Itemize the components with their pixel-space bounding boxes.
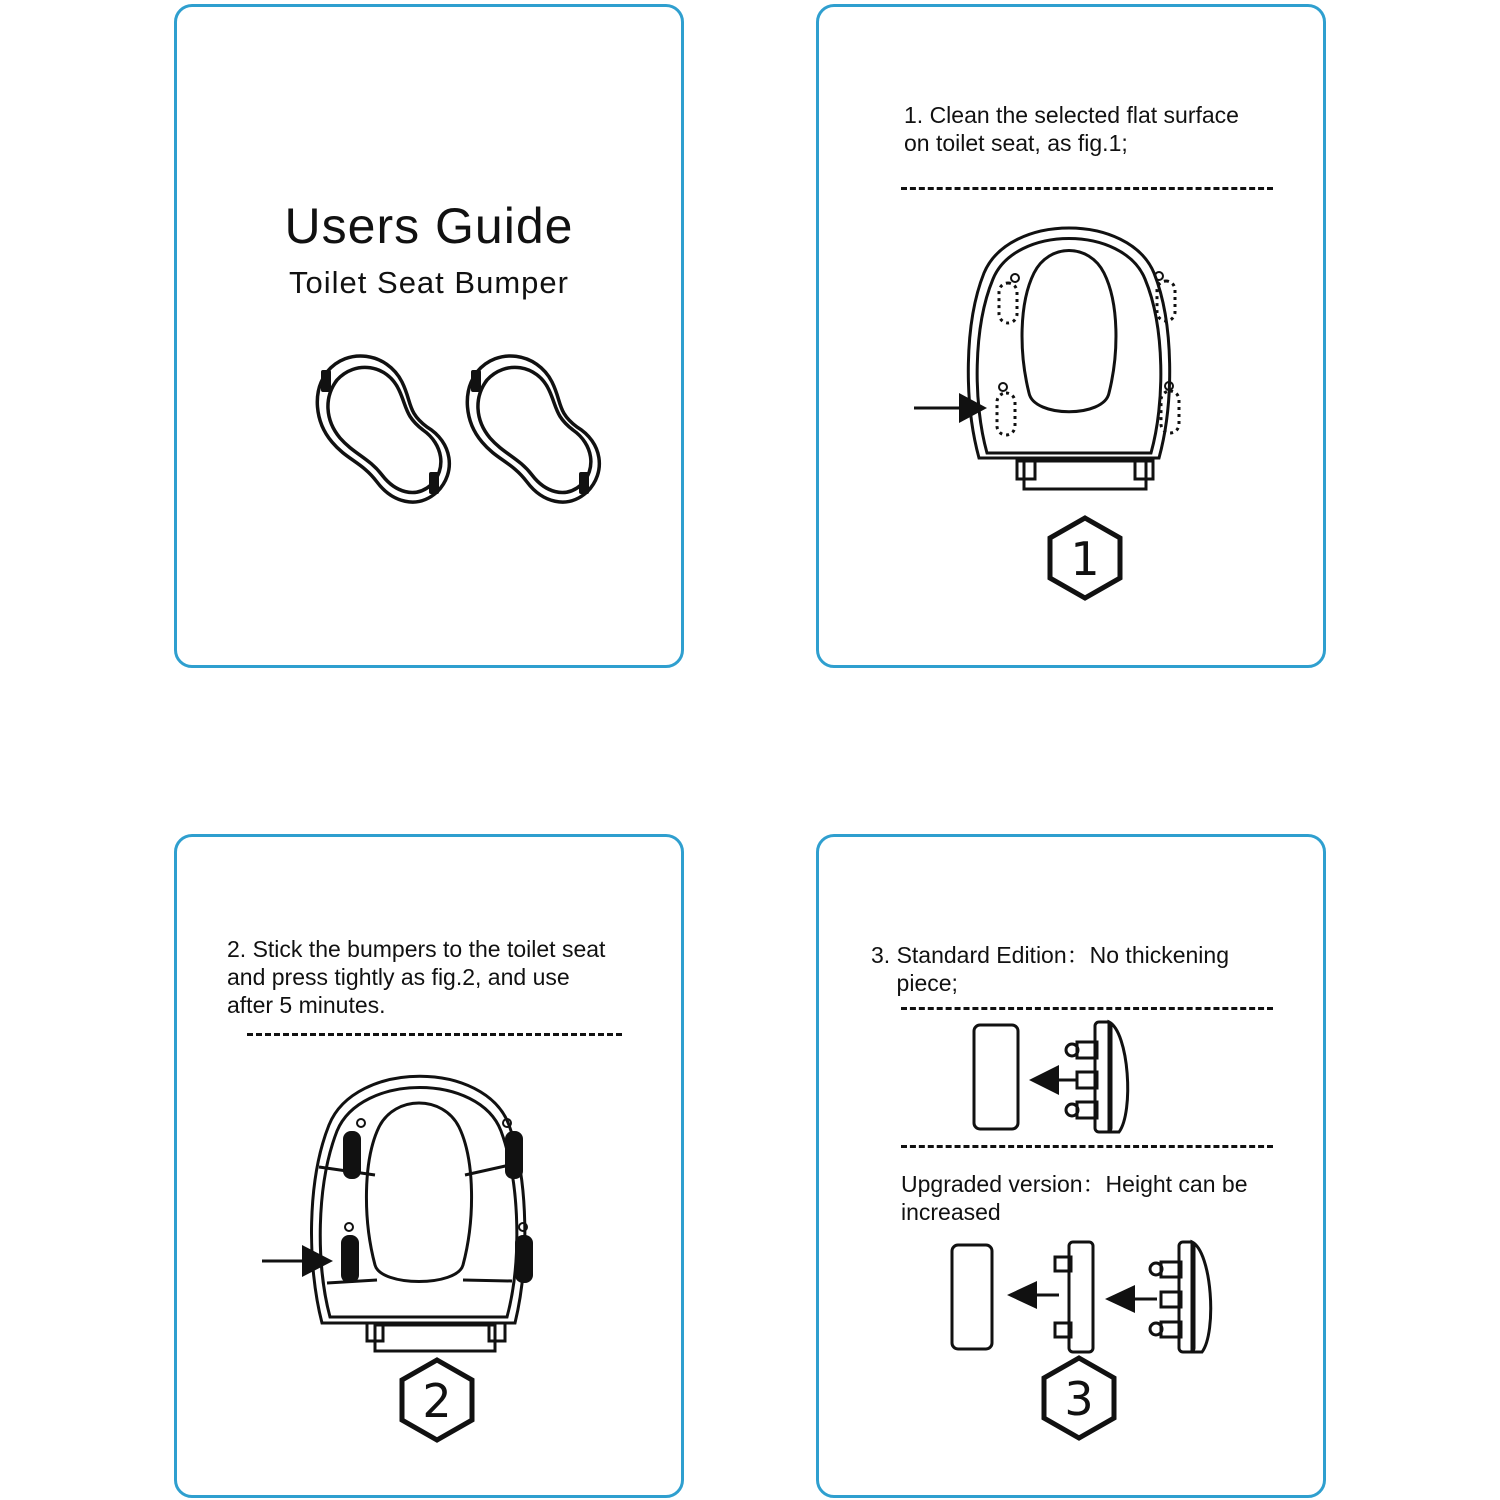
step3-card <box>816 834 1326 1498</box>
step2-divider <box>247 1033 622 1036</box>
step3-divider-top <box>901 1007 1273 1010</box>
cover-card <box>174 4 684 668</box>
step1-divider <box>901 187 1273 190</box>
bumper-assembly-standard-icon <box>969 1017 1149 1137</box>
step3-badge-number: 3 <box>1064 1372 1094 1426</box>
step1-badge <box>1047 515 1123 601</box>
step2-card <box>174 834 684 1498</box>
guide-title: Users Guide <box>284 198 574 254</box>
guide-subtitle: Toilet Seat Bumper <box>289 265 569 300</box>
step3-upgraded-instruction: Upgraded version：Height can be increased <box>901 1171 1248 1225</box>
toilet-seat-icon <box>909 203 1229 503</box>
step1-instruction: 1. Clean the selected flat surface on toilet seat, as fig.1; <box>904 102 1239 156</box>
step2-instruction: 2. Stick the bumpers to the toilet seat and press tightly as fig.2, and use after 5 minutes. <box>227 936 606 1018</box>
step3-standard-instruction: 3. Standard Edition：No thickening piece; <box>871 942 1229 996</box>
step1-badge-number: 1 <box>1070 532 1100 586</box>
toilet-seat-bumpers-icon <box>257 1055 577 1355</box>
step3-badge <box>1041 1355 1117 1441</box>
step2-badge-number: 2 <box>422 1374 452 1428</box>
bumper-pair-icon <box>307 342 607 512</box>
step1-card <box>816 4 1326 668</box>
step3-divider-bottom <box>901 1145 1273 1148</box>
bumper-assembly-upgraded-icon <box>947 1237 1227 1362</box>
step2-badge <box>399 1357 475 1443</box>
